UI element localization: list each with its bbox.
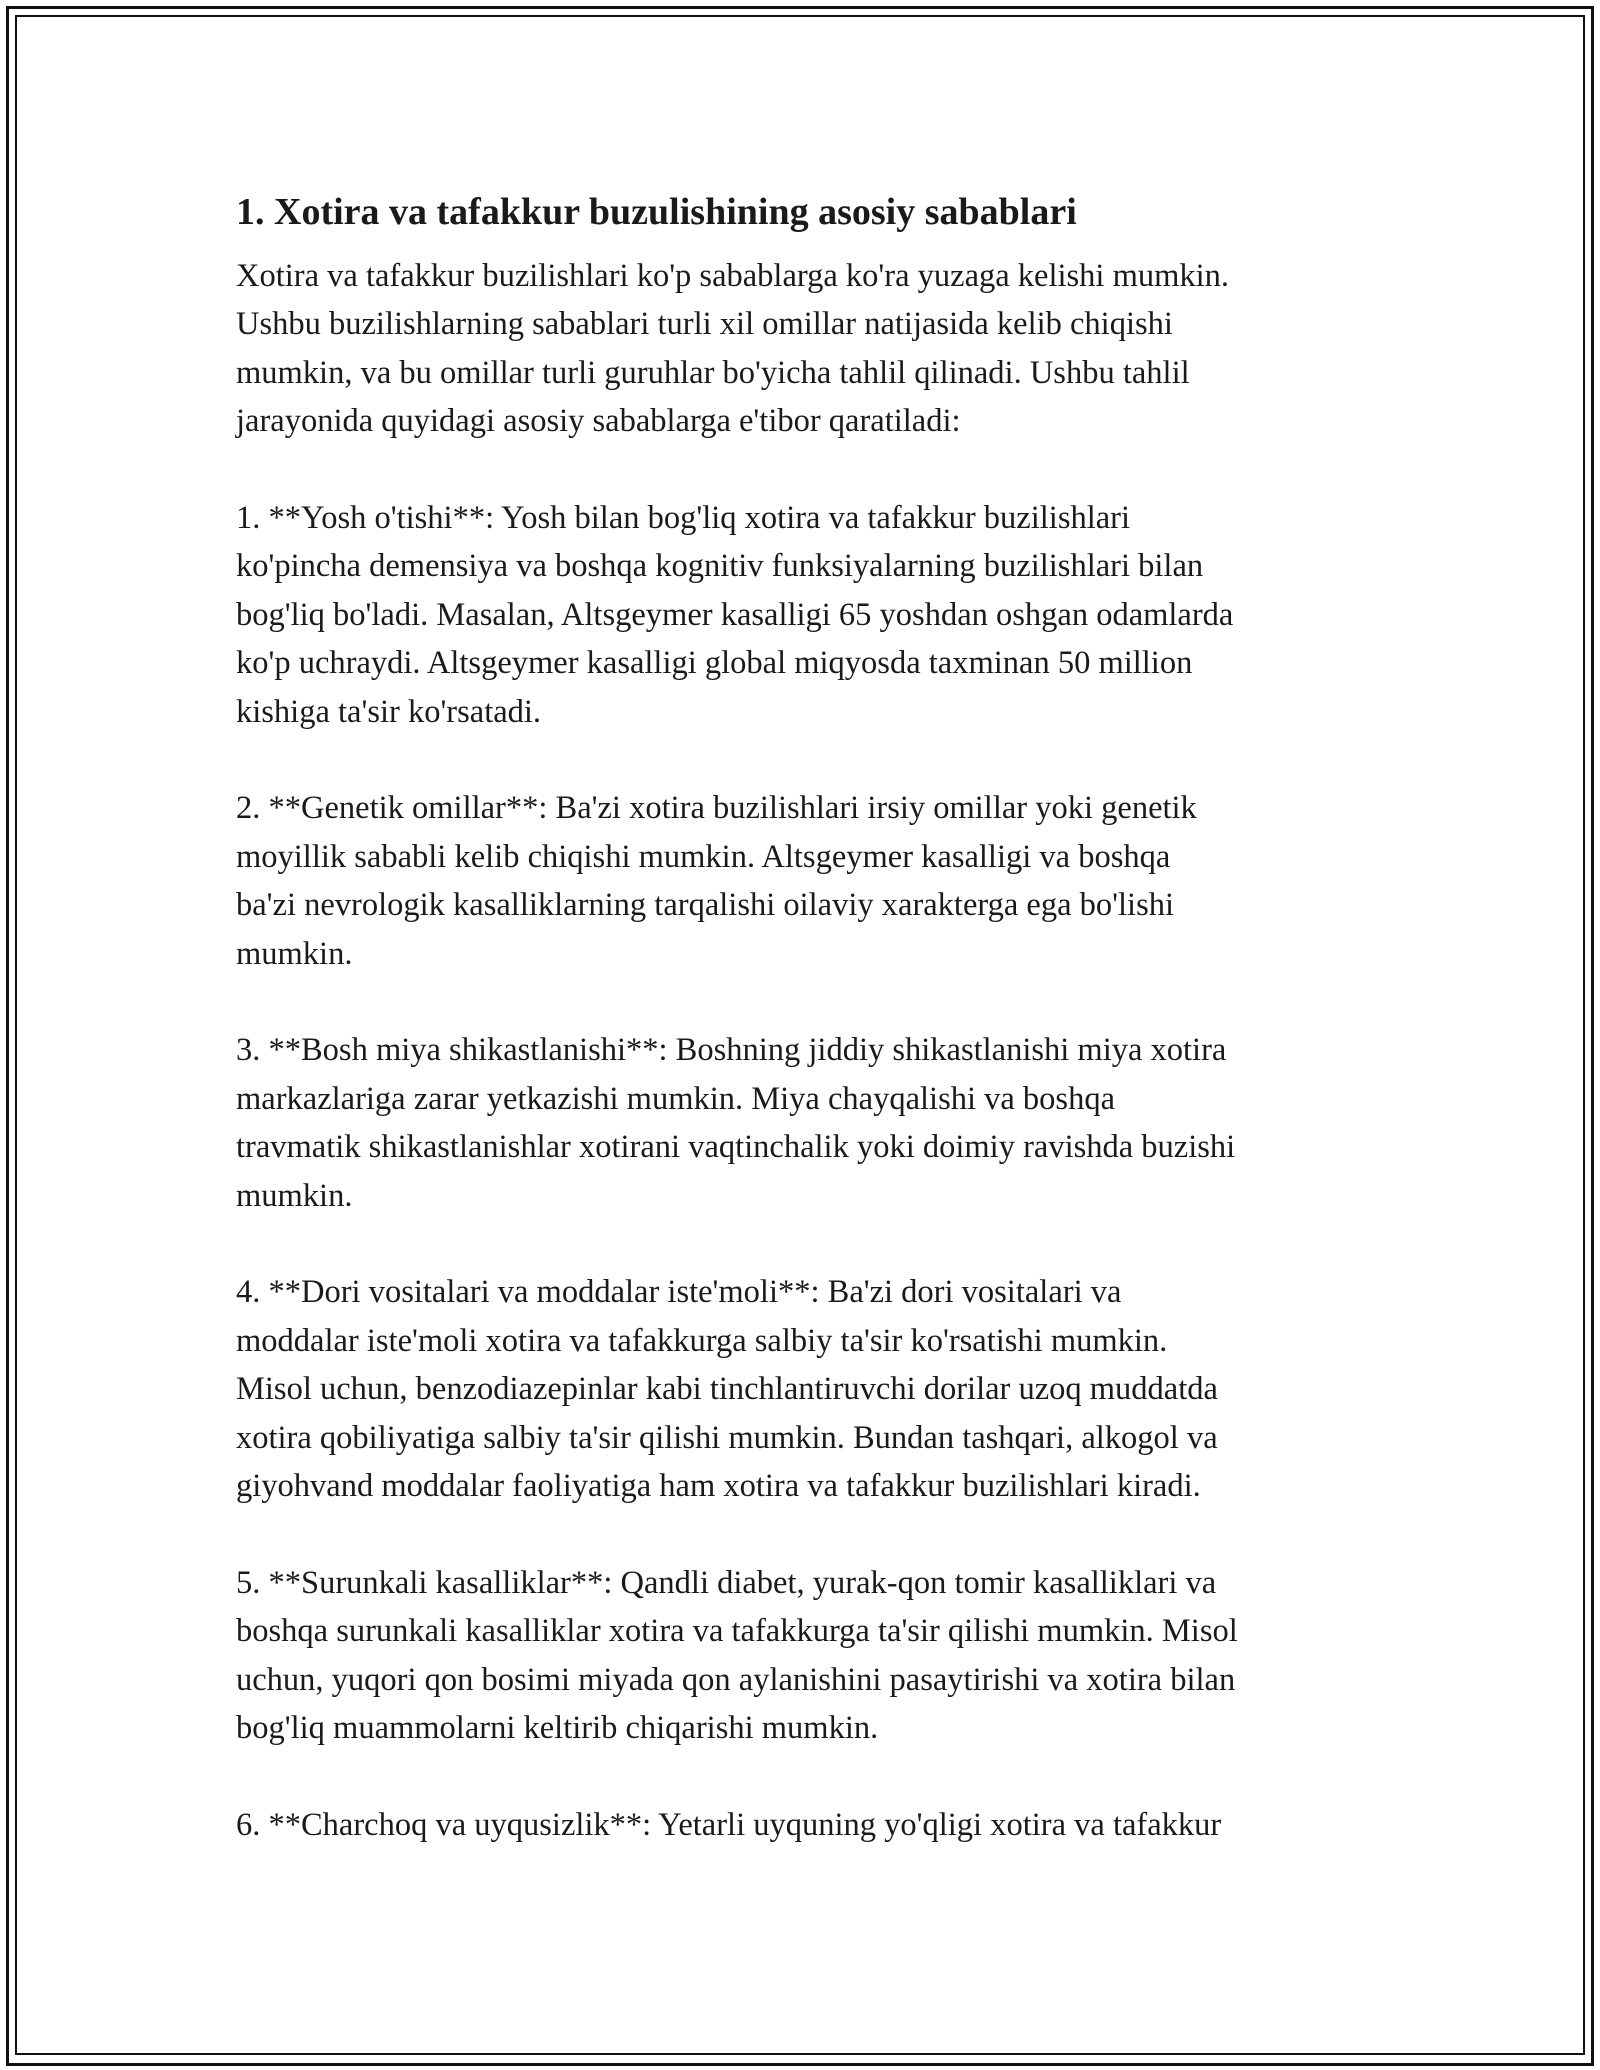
text-line: kishiga ta'sir ko'rsatadi. [236, 693, 542, 730]
text-line: travmatik shikastlanishlar xotirani vaqtinchalik yoki doimiy ravishda buzishi [236, 1129, 1236, 1166]
list-item-age [236, 494, 1386, 736]
text-line: jarayonida quyidagi asosiy sabablarga e'tibor qaratiladi: [236, 403, 961, 440]
text-line: Ushbu buzilishlarning sabablari turli xil omillar natijasida kelib chiqishi [236, 306, 1173, 343]
list-item-fatigue [236, 1801, 1386, 1849]
text-line: boshqa surunkali kasalliklar xotira va tafakkurga ta'sir qilishi mumkin. Misol [236, 1613, 1238, 1650]
text-line: 5. **Surunkali kasalliklar**: Qandli diabet, yurak-qon tomir kasalliklari va [236, 1564, 1217, 1601]
text-line: bog'liq muammolarni keltirib chiqarishi mumkin. [236, 1710, 879, 1747]
text-line: ko'pincha demensiya va boshqa kognitiv funksiyalarning buzilishlari bilan [236, 548, 1204, 585]
text-line: moyillik sababli kelib chiqishi mumkin. Altsgeymer kasalligi va boshqa [236, 838, 1171, 875]
text-line: Misol uchun, benzodiazepinlar kabi tinchlantiruvchi dorilar uzoq muddatda [236, 1371, 1218, 1408]
text-line: bog'liq bo'ladi. Masalan, Altsgeymer kasalligi 65 yoshdan oshgan odamlarda [236, 596, 1234, 633]
document-body [236, 184, 1386, 1898]
text-line: 2. **Genetik omillar**: Ba'zi xotira buzilishlari irsiy omillar yoki genetik [236, 790, 1197, 827]
text-line: xotira qobiliyatiga salbiy ta'sir qilishi mumkin. Bundan tashqari, alkogol va [236, 1419, 1218, 1456]
text-line: mumkin. [236, 935, 353, 972]
text-line: Xotira va tafakkur buzilishlari ko'p sabablarga ko'ra yuzaga kelishi mumkin. [236, 258, 1230, 294]
list-item-medications [236, 1268, 1386, 1510]
section-heading: 1. Xotira va tafakkur buzulishining asosiy sabablari [236, 191, 1077, 233]
text-line: ko'p uchraydi. Altsgeymer kasalligi global miqyosda taxminan 50 million [236, 645, 1193, 682]
text-line: 6. **Charchoq va uyqusizlik**: Yetarli uyquning yo'qligi xotira va tafakkur [236, 1806, 1222, 1843]
list-item-genetic [236, 784, 1386, 978]
text-line: mumkin, va bu omillar turli guruhlar bo'yicha tahlil qilinadi. Ushbu tahlil [236, 354, 1190, 391]
intro-paragraph [236, 252, 1386, 446]
text-line: ba'zi nevrologik kasalliklarning tarqalishi oilaviy xarakterga ega bo'lishi [236, 887, 1174, 924]
text-line: mumkin. [236, 1177, 353, 1214]
text-line: markazlariga zarar yetkazishi mumkin. Miya chayqalishi va boshqa [236, 1080, 1115, 1117]
text-line: uchun, yuqori qon bosimi miyada qon aylanishini pasaytirishi va xotira bilan [236, 1661, 1236, 1698]
text-line: 4. **Dori vositalari va moddalar iste'moli**: Ba'zi dori vositalari va [236, 1274, 1122, 1311]
list-item-brain-injury [236, 1026, 1386, 1220]
text-line: 1. **Yosh o'tishi**: Yosh bilan bog'liq xotira va tafakkur buzilishlari [236, 500, 1131, 537]
list-item-chronic-diseases [236, 1559, 1386, 1753]
text-line: 3. **Bosh miya shikastlanishi**: Boshning jiddiy shikastlanishi miya xotira [236, 1032, 1227, 1069]
text-line: moddalar iste'moli xotira va tafakkurga salbiy ta'sir ko'rsatishi mumkin. [236, 1322, 1168, 1359]
text-line: giyohvand moddalar faoliyatiga ham xotira va tafakkur buzilishlari kiradi. [236, 1468, 1201, 1505]
